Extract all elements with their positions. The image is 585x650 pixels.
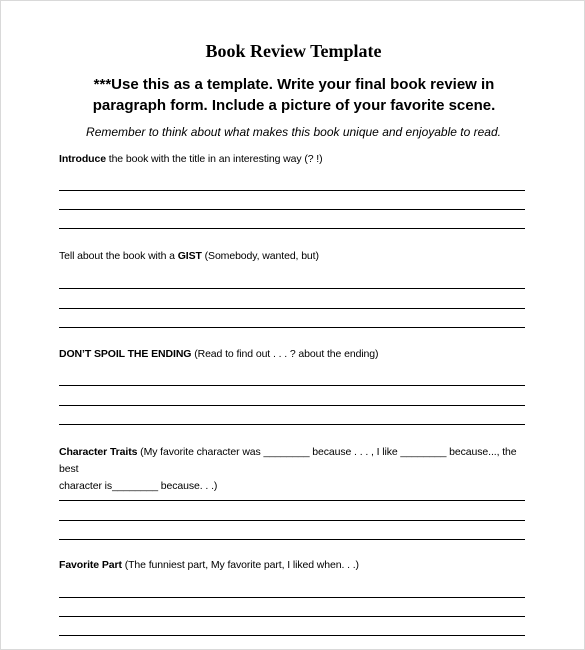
prompt-text: (The funniest part, My favorite part, I liked when. . .) bbox=[121, 559, 359, 571]
prompt-label: GIST bbox=[177, 250, 202, 262]
prompt-character-traits bbox=[59, 444, 529, 495]
answer-line[interactable] bbox=[59, 635, 525, 636]
prompt-label: Introduce bbox=[59, 153, 106, 165]
prompt-text: the book with the title in an interesting way (? !) bbox=[105, 153, 323, 165]
answer-line[interactable] bbox=[59, 308, 525, 309]
answer-line[interactable] bbox=[59, 327, 525, 328]
prompt-ending bbox=[59, 346, 529, 363]
answer-line[interactable] bbox=[59, 539, 525, 540]
prompt-gist bbox=[59, 248, 529, 265]
prompt-text: (Somebody, wanted, but) bbox=[201, 250, 319, 262]
prompt-label: Character Traits bbox=[59, 446, 138, 458]
prompt-introduce bbox=[59, 151, 529, 168]
prompt-text: (Read to find out . . . ? about the ending) bbox=[191, 348, 379, 360]
answer-line[interactable] bbox=[59, 500, 525, 501]
answer-line[interactable] bbox=[59, 228, 525, 229]
prompt-prefix: Tell about the book with a bbox=[59, 250, 178, 262]
answer-line[interactable] bbox=[59, 288, 525, 289]
answer-line[interactable] bbox=[59, 209, 525, 210]
prompt-label: DON’T SPOIL THE ENDING bbox=[59, 348, 192, 360]
prompt-line-1 bbox=[59, 444, 529, 478]
answer-line[interactable] bbox=[59, 597, 525, 598]
reminder-text: Remember to think about what makes this book unique and enjoyable to read. bbox=[86, 125, 501, 139]
answer-line[interactable] bbox=[59, 385, 525, 386]
instructions-text: ***Use this as a template. Write your final book review in paragraph form. Include a picture of your favorite scene. bbox=[92, 76, 496, 114]
prompt-label: Favorite Part bbox=[59, 559, 122, 571]
answer-line[interactable] bbox=[59, 190, 525, 191]
answer-line[interactable] bbox=[59, 520, 525, 521]
prompt-line-2: character is________ because. . .) bbox=[59, 480, 218, 492]
prompt-text: (My favorite character was ________ because . . . , I like ________ because..., the best bbox=[59, 446, 517, 475]
answer-line[interactable] bbox=[59, 616, 525, 617]
answer-line[interactable] bbox=[59, 424, 525, 425]
document-title: Book Review Template bbox=[205, 41, 382, 61]
answer-line[interactable] bbox=[59, 405, 525, 406]
prompt-favorite-part bbox=[59, 557, 529, 574]
